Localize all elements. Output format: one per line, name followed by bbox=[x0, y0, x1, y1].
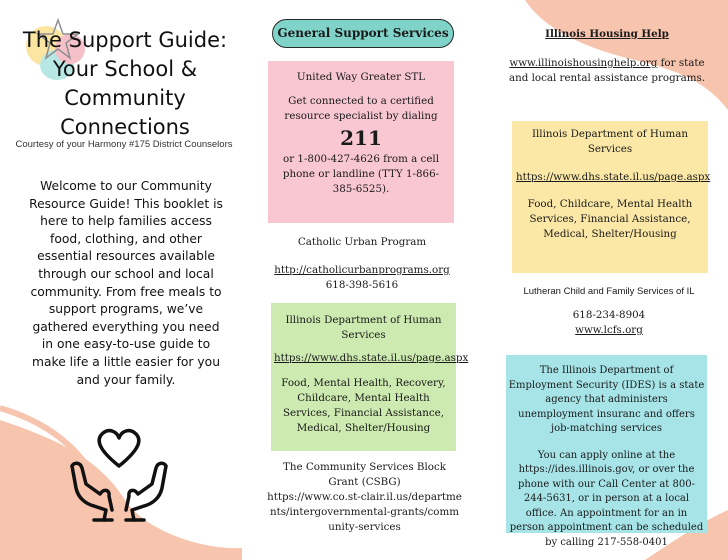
org-name: Catholic Urban Program bbox=[297, 236, 427, 248]
org-alt-phone: or 1-800-427-4626 from a cell phone or landline (TTY 1-866-385-6525). bbox=[282, 153, 440, 195]
org-name: Illinois Department of Human Services bbox=[285, 314, 442, 341]
hotline-number: 211 bbox=[340, 126, 382, 150]
title-line: Connections bbox=[60, 115, 190, 139]
heart-hands-icon bbox=[64, 426, 174, 524]
org-phone: 618-234-8904 bbox=[572, 309, 646, 321]
spacer bbox=[274, 343, 453, 351]
org-intro: Get connected to a certified resource specialist by dialing bbox=[284, 95, 438, 122]
welcome-text: Welcome to our Community Resource Guide! This booklet is here to help families access food, clothing, and other essential resources available through our school and local community. From free meals to support programs, we’ve gathered everything you need in one easy-to-use guide to make life a little easier for you and your family. bbox=[29, 179, 223, 387]
general-services-panel bbox=[242, 0, 485, 560]
spacer bbox=[508, 437, 705, 449]
org-phone: 618-398-5616 bbox=[325, 279, 399, 291]
org-link[interactable]: http://catholicurbanprograms.org bbox=[274, 264, 450, 276]
org-services: Food, Childcare, Mental Health Services, Financial Assistance, Medical, Shelter/Housing bbox=[527, 198, 693, 240]
spacer bbox=[503, 42, 711, 56]
org-link[interactable]: https://www.dhs.state.il.us/page.aspx bbox=[516, 171, 711, 183]
united-way-card bbox=[268, 61, 454, 223]
title-line: The Support Guide: bbox=[22, 28, 228, 52]
org-name: Lutheran Child and Family Services of IL bbox=[523, 286, 695, 297]
spacer bbox=[516, 185, 704, 197]
org-intro: The Illinois Department of Employment Security (IDES) is a state agency that administers unemployment insuranc and offers job-matching services bbox=[508, 365, 705, 434]
org-apply: You can apply online at the https://ides.illinois.gov, or over the phone with our Call Center at 800-244-5631, or in person at a local office. An appointment for an in person appointment can be scheduled by calling 217-558-0401 bbox=[509, 449, 704, 548]
org-details bbox=[503, 56, 711, 86]
lutheran-card bbox=[503, 284, 715, 338]
housing-help-card bbox=[503, 27, 711, 86]
org-name: Illinois Department of Human Services bbox=[531, 128, 689, 155]
spacer bbox=[262, 250, 462, 263]
spacer bbox=[503, 299, 715, 308]
spacer bbox=[516, 157, 704, 170]
il-dhs-card bbox=[512, 121, 711, 273]
csbg-card bbox=[267, 460, 462, 535]
il-dhs-card bbox=[271, 303, 469, 451]
ides-card bbox=[506, 355, 707, 548]
org-name: United Way Greater STL bbox=[296, 71, 426, 83]
org-name: Illinois Housing Help bbox=[545, 28, 669, 40]
org-name: The Community Services Block Grant (CSBG) bbox=[283, 461, 446, 488]
catholic-urban-card bbox=[262, 235, 462, 293]
courtesy-line: Courtesy of your Harmony #175 District Counselors bbox=[15, 139, 233, 150]
guide-title bbox=[20, 26, 230, 142]
spacer bbox=[274, 366, 453, 376]
org-link[interactable]: www.illinoishousinghelp.org bbox=[509, 57, 658, 69]
resources-panel bbox=[485, 0, 728, 560]
org-desc: for state and local rental assistance programs. bbox=[508, 57, 706, 84]
org-services: Food, Mental Health, Recovery, Childcare, Mental Health Services, Financial Assistance, Medical, Shelter/Housing bbox=[281, 377, 446, 434]
title-line: Your School & bbox=[52, 57, 198, 81]
org-link[interactable]: https://www.co.st-clair.il.us/departments/intergovernmental-grants/community-services bbox=[267, 491, 462, 533]
cover-panel bbox=[0, 0, 242, 560]
spacer bbox=[274, 85, 448, 94]
section-header: General Support Services bbox=[272, 19, 454, 48]
title-line: Community bbox=[64, 86, 186, 110]
org-link[interactable]: https://www.dhs.state.il.us/page.aspx bbox=[274, 352, 469, 364]
org-link[interactable]: www.lcfs.org bbox=[575, 324, 643, 336]
